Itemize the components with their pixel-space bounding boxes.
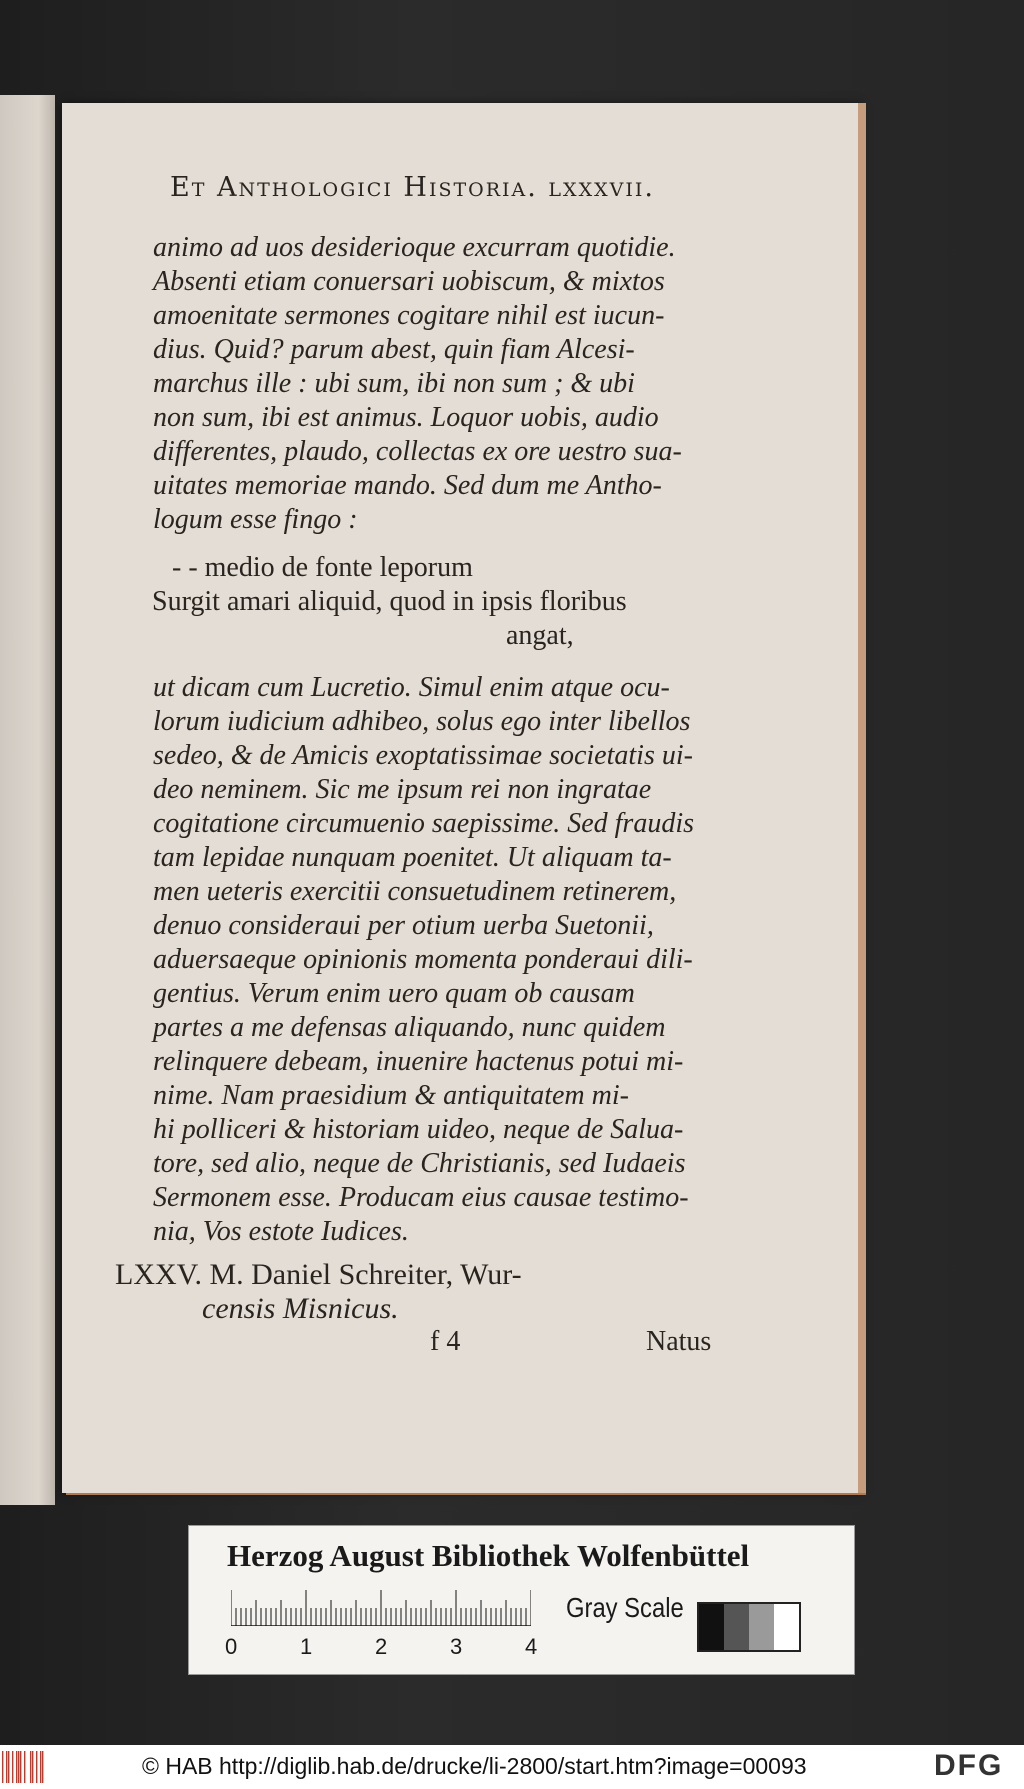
prose-line: tore, sed alio, neque de Christianis, sed Iudaeis xyxy=(153,1148,686,1179)
gray-scale-swatches xyxy=(697,1602,801,1652)
prose-line: gentius. Verum enim uero quam ob causam xyxy=(153,978,635,1009)
barcode-bar xyxy=(20,1751,21,1783)
plate-title: Herzog August Bibliothek Wolfenbüttel xyxy=(227,1538,750,1573)
page-edge xyxy=(858,103,866,1493)
prose-line: cogitatione circumuenio saepissime. Sed fraudis xyxy=(153,808,694,839)
prose-line: aduersaeque opinionis momenta ponderaui dili- xyxy=(153,944,693,975)
prose-line: tam lepidae nunquam poenitet. Ut aliquam ta- xyxy=(153,842,672,873)
ruler-number: 1 xyxy=(300,1634,313,1659)
gray-swatch xyxy=(749,1604,774,1650)
prose-line: ut dicam cum Lucretio. Simul enim atque ocu- xyxy=(153,672,670,703)
footer-bar xyxy=(0,1745,1024,1789)
gray-swatch xyxy=(699,1604,724,1650)
prose-line: Sermonem esse. Producam eius causae testimo- xyxy=(153,1182,689,1213)
prose-line: lorum iudicium adhibeo, solus ego inter libellos xyxy=(153,706,691,737)
gray-swatch xyxy=(724,1604,749,1650)
prose-line: amoenitate sermones cogitare nihil est iucun- xyxy=(153,300,665,331)
verse-line: Surgit amari aliquid, quod in ipsis floribus xyxy=(152,586,627,617)
prose-line: men ueteris exercitii consuetudinem retinerem, xyxy=(153,876,677,907)
barcode-bar xyxy=(6,1751,7,1783)
scale-ruler xyxy=(231,1590,531,1626)
prose-line: non sum, ibi est animus. Loquor uobis, audio xyxy=(153,402,659,433)
prose-line: relinquere debeam, inuenire hactenus potui mi- xyxy=(153,1046,684,1077)
prose-line: partes a me defensas aliquando, nunc quidem xyxy=(153,1012,666,1043)
barcode-bar xyxy=(12,1751,13,1783)
dfg-logo: DFG xyxy=(934,1749,1004,1782)
prose-line: uitates memoriae mando. Sed dum me Antho- xyxy=(153,470,662,501)
prose-line: dius. Quid? parum abest, quin fiam Alcesi- xyxy=(153,334,635,365)
prose-line: logum esse fingo : xyxy=(153,504,358,535)
prose-line: deo neminem. Sic me ipsum rei non ingratae xyxy=(153,774,652,805)
prose-line: differentes, plaudo, collectas ex ore uestro sua- xyxy=(153,436,682,467)
barcode-bar xyxy=(2,1751,3,1783)
prose-line: denuo consideraui per otium uerba Suetonii, xyxy=(153,910,654,941)
barcode-bar xyxy=(40,1751,41,1783)
barcode-bar xyxy=(18,1751,19,1783)
gray-scale-label: Gray Scale xyxy=(566,1592,684,1623)
running-header: Et Anthologici Historia. lxxxvii. xyxy=(170,172,655,203)
entry-heading: LXXV. M. Daniel Schreiter, Wur- xyxy=(115,1258,522,1291)
prose-line: animo ad uos desiderioque excurram quotidie. xyxy=(153,232,676,263)
prose-line: sedeo, & de Amicis exoptatissimae societatis ui- xyxy=(153,740,693,771)
verse-line: angat, xyxy=(506,620,574,651)
barcode-bar xyxy=(36,1751,37,1783)
barcode-bar xyxy=(30,1751,31,1783)
previous-page-edge xyxy=(0,95,55,1505)
entry-heading-continued: censis Misnicus. xyxy=(202,1292,399,1325)
verse-line: - - medio de fonte leporum xyxy=(172,552,473,583)
barcode-bar xyxy=(24,1751,25,1783)
barcode-icon xyxy=(2,1751,46,1783)
barcode-bar xyxy=(8,1751,9,1783)
ruler-number: 3 xyxy=(450,1634,463,1659)
color-calibration-plate xyxy=(188,1525,855,1675)
prose-line: marchus ille : ubi sum, ibi non sum ; & ubi xyxy=(153,368,635,399)
prose-line: nia, Vos estote Iudices. xyxy=(153,1216,409,1247)
signature-mark: f 4 xyxy=(430,1326,461,1357)
catchword: Natus xyxy=(646,1326,712,1357)
footer-credit: © HAB http://diglib.hab.de/drucke/li-2800/start.htm?image=00093 xyxy=(142,1753,807,1779)
barcode-bar xyxy=(42,1751,43,1783)
gray-swatch xyxy=(774,1604,799,1650)
barcode-bar xyxy=(32,1751,33,1783)
prose-line: hi polliceri & historiam uideo, neque de Salua- xyxy=(153,1114,684,1145)
prose-line: Absenti etiam conuersari uobiscum, & mixtos xyxy=(153,266,665,297)
ruler-number: 2 xyxy=(375,1634,388,1659)
prose-line: nime. Nam praesidium & antiquitatem mi- xyxy=(153,1080,629,1111)
ruler-number: 0 xyxy=(225,1634,238,1659)
ruler-number: 4 xyxy=(525,1634,538,1659)
barcode-bar xyxy=(16,1751,17,1783)
